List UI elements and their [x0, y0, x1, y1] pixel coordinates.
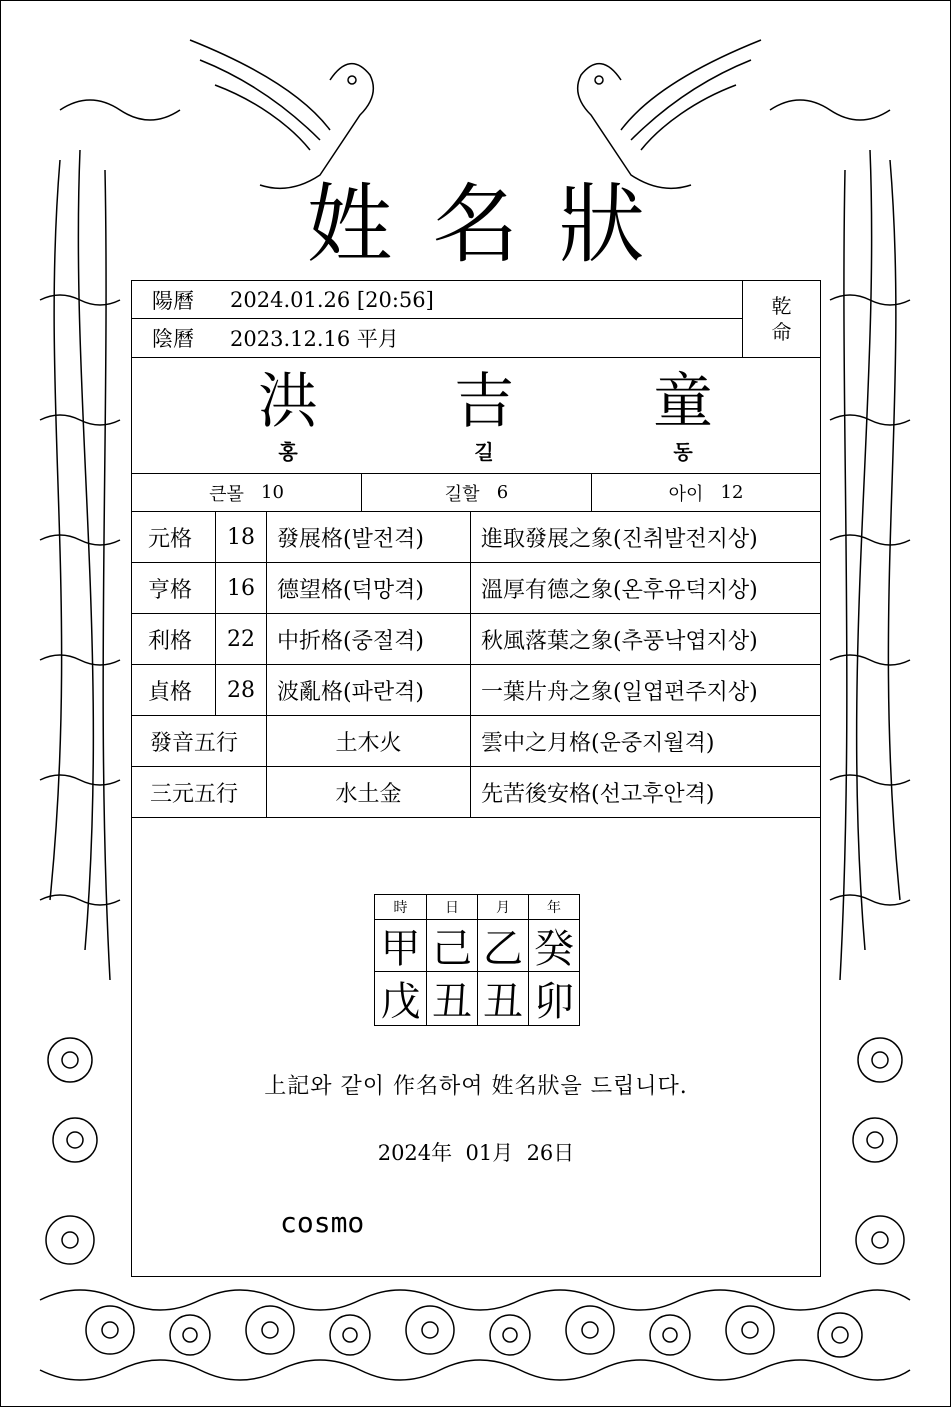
pillar-header: 年	[529, 895, 579, 920]
name-section	[132, 358, 820, 474]
name-hangul-2: 길	[474, 440, 494, 464]
lunar-date-row	[132, 319, 742, 357]
pillar-branch: 戊	[380, 978, 421, 1025]
pillar-header: 日	[427, 895, 477, 920]
element-value: 土木火	[266, 716, 470, 766]
grid-name: 利格	[148, 628, 193, 654]
stroke-cell-3	[591, 474, 820, 511]
document-title: 姓名狀	[306, 175, 685, 275]
grid-name: 元格	[148, 526, 193, 552]
grid-number: 18	[215, 512, 266, 562]
lunar-value: 2023.12.16 平月	[230, 327, 399, 351]
stroke-label-3: 아이	[668, 483, 704, 505]
stroke-value-1: 10	[261, 482, 284, 503]
stroke-cell-2	[361, 474, 591, 511]
pillar-hour	[375, 895, 426, 1025]
grid-number: 28	[215, 665, 266, 715]
grid-meaning: 溫厚有德之象(온후유덕지상)	[470, 563, 820, 613]
name-hangul-1: 홍	[278, 440, 298, 464]
solar-label: 陽曆	[152, 288, 194, 313]
grid-type: 德望格(덕망격)	[266, 563, 470, 613]
stroke-value-3: 12	[720, 482, 744, 503]
stroke-cell-1	[132, 474, 361, 511]
element-row-1	[132, 716, 820, 767]
pillar-stem: 己	[427, 920, 477, 972]
pillar-branch: 丑	[483, 978, 523, 1025]
grid-meaning: 進取發展之象(진취발전지상)	[470, 512, 820, 562]
pillar-stem: 甲	[375, 920, 426, 972]
issue-date: 2024年 01月 26日	[377, 1141, 575, 1165]
grid-type: 中折格(중절격)	[266, 614, 470, 664]
name-hanja-3: 童	[653, 367, 713, 437]
stroke-value-2: 6	[496, 482, 509, 503]
four-pillars-table	[374, 894, 580, 1026]
element-row-2	[132, 767, 820, 818]
calendar-dates	[132, 281, 743, 357]
stroke-label-1: 큰몰	[209, 483, 244, 505]
grid-row-3	[132, 614, 820, 665]
grid-name: 亨格	[148, 577, 193, 603]
name-hanja-2: 吉	[454, 367, 514, 437]
grid-row-1	[132, 512, 820, 563]
gender-top: 乾	[771, 294, 792, 318]
pillar-branch: 卯	[534, 978, 574, 1025]
element-meaning: 雲中之月格(운중지월격)	[470, 716, 820, 766]
calendar-section	[132, 281, 820, 358]
solar-value: 2024.01.26 [20:56]	[230, 287, 434, 312]
pillar-year	[528, 895, 579, 1025]
pillar-month	[477, 895, 528, 1025]
name-hanja-1: 洪	[258, 367, 318, 437]
name-char-2	[424, 368, 544, 465]
grid-meaning: 一葉片舟之象(일엽편주지상)	[470, 665, 820, 715]
grid-meaning: 秋風落葉之象(추풍낙엽지상)	[470, 614, 820, 664]
element-label: 發音五行	[150, 730, 239, 756]
grid-name: 貞格	[148, 679, 193, 705]
stroke-label-2: 길할	[444, 483, 480, 505]
grid-number: 22	[215, 614, 266, 664]
name-hangul-3: 동	[673, 440, 693, 464]
grid-type: 波亂格(파란격)	[266, 665, 470, 715]
stroke-count-row	[132, 474, 820, 512]
name-char-1	[228, 368, 348, 465]
pillar-header: 時	[375, 895, 426, 920]
grid-row-2	[132, 563, 820, 614]
lunar-label: 陰曆	[152, 327, 194, 351]
certificate-sheet	[131, 280, 821, 1277]
grid-type: 發展格(발전격)	[266, 512, 470, 562]
pillar-header: 月	[478, 895, 528, 920]
solar-date-row	[132, 281, 742, 319]
signature: cosmo	[280, 1206, 365, 1239]
pillar-day	[426, 895, 477, 1025]
element-value: 水土金	[266, 767, 470, 817]
pillar-branch: 丑	[432, 978, 472, 1025]
element-meaning: 先苦後安格(선고후안격)	[470, 767, 820, 817]
pillar-stem: 乙	[478, 920, 528, 972]
gender-bottom: 命	[771, 320, 792, 344]
pillar-stem: 癸	[529, 920, 579, 972]
grid-row-4	[132, 665, 820, 716]
gender-mark	[743, 281, 820, 357]
presentation-note: 上記와 같이 作名하여 姓名狀을 드립니다.	[264, 1074, 688, 1099]
grid-number: 16	[215, 563, 266, 613]
name-char-3	[623, 368, 743, 465]
element-label: 三元五行	[150, 781, 239, 807]
